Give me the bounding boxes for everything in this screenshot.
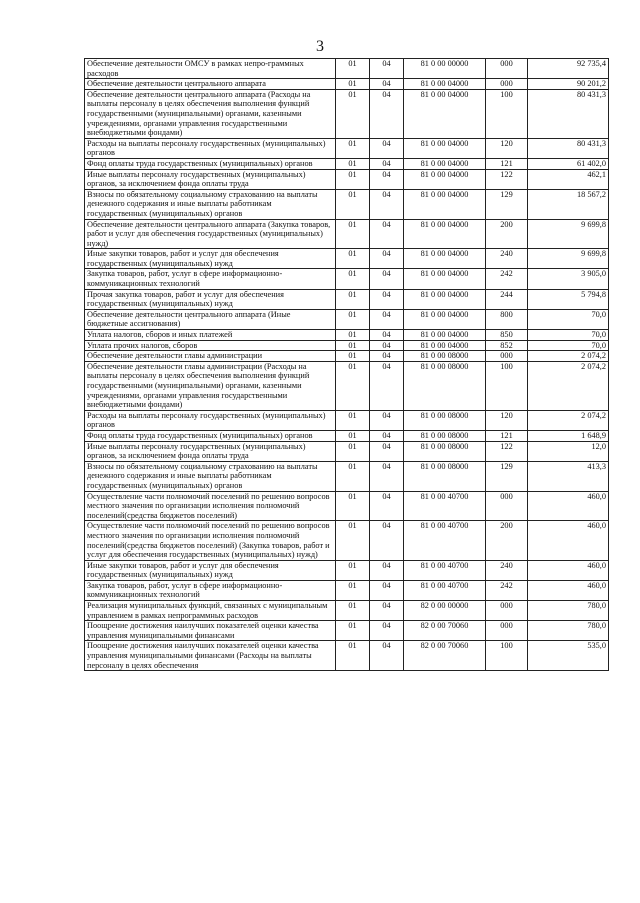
- row-expense-type: 242: [486, 580, 528, 600]
- row-expense-type: 852: [486, 340, 528, 351]
- row-target-article: 81 0 00 04000: [404, 269, 486, 289]
- row-section: 01: [336, 430, 370, 441]
- table-row: [85, 219, 609, 249]
- row-name: Расходы на выплаты персоналу государственных (муниципальных) органов: [85, 138, 336, 158]
- row-expense-type: 120: [486, 410, 528, 430]
- row-section: 01: [336, 580, 370, 600]
- row-amount: 2 074,2: [528, 351, 609, 362]
- row-subsection: 04: [370, 340, 404, 351]
- row-subsection: 04: [370, 560, 404, 580]
- row-amount: 9 699,8: [528, 249, 609, 269]
- row-section: 01: [336, 491, 370, 521]
- row-subsection: 04: [370, 169, 404, 189]
- row-amount: 70,0: [528, 340, 609, 351]
- row-expense-type: 244: [486, 289, 528, 309]
- row-expense-type: 129: [486, 461, 528, 491]
- row-subsection: 04: [370, 189, 404, 219]
- row-section: 01: [336, 79, 370, 90]
- row-expense-type: 800: [486, 309, 528, 329]
- row-expense-type: 242: [486, 269, 528, 289]
- row-amount: 460,0: [528, 491, 609, 521]
- row-name: Закупка товаров, работ, услуг в сфере информационно-коммуникационных технологий: [85, 580, 336, 600]
- table-row: [85, 580, 609, 600]
- row-section: 01: [336, 169, 370, 189]
- table-row: [85, 560, 609, 580]
- row-section: 01: [336, 289, 370, 309]
- table-row: [85, 309, 609, 329]
- row-amount: 535,0: [528, 641, 609, 671]
- budget-table: [84, 58, 609, 671]
- row-name: Взносы по обязательному социальному страхованию на выплаты денежного содержания и иные выплаты работникам государственных (муниципальных) органов: [85, 461, 336, 491]
- row-target-article: 81 0 00 08000: [404, 430, 486, 441]
- row-section: 01: [336, 249, 370, 269]
- row-amount: 80 431,3: [528, 138, 609, 158]
- table-row: [85, 410, 609, 430]
- table-row: [85, 641, 609, 671]
- row-subsection: 04: [370, 441, 404, 461]
- row-name: Фонд оплаты труда государственных (муниципальных) органов: [85, 430, 336, 441]
- row-subsection: 04: [370, 330, 404, 341]
- row-section: 01: [336, 269, 370, 289]
- row-name: Иные закупки товаров, работ и услуг для обеспечения государственных (муниципальных) нужд: [85, 560, 336, 580]
- row-name: Иные выплаты персоналу государственных (муниципальных) органов, за исключением фонда оплаты труда: [85, 441, 336, 461]
- row-section: 01: [336, 309, 370, 329]
- row-target-article: 81 0 00 04000: [404, 79, 486, 90]
- row-target-article: 81 0 00 04000: [404, 330, 486, 341]
- row-expense-type: 240: [486, 560, 528, 580]
- row-amount: 18 567,2: [528, 189, 609, 219]
- row-amount: 460,0: [528, 560, 609, 580]
- row-section: 01: [336, 138, 370, 158]
- row-amount: 3 905,0: [528, 269, 609, 289]
- row-expense-type: 000: [486, 601, 528, 621]
- row-target-article: 81 0 00 04000: [404, 169, 486, 189]
- row-amount: 92 735,4: [528, 59, 609, 79]
- row-name: Обеспечение деятельности главы администрации: [85, 351, 336, 362]
- row-name: Обеспечение деятельности центрального аппарата (Иные бюджетные ассигнования): [85, 309, 336, 329]
- row-target-article: 81 0 00 08000: [404, 361, 486, 410]
- row-amount: 12,0: [528, 441, 609, 461]
- table-row: [85, 340, 609, 351]
- row-subsection: 04: [370, 410, 404, 430]
- row-amount: 2 074,2: [528, 410, 609, 430]
- row-target-article: 81 0 00 40700: [404, 491, 486, 521]
- row-name: Обеспечение деятельности ОМСУ в рамках непро-граммных расходов: [85, 59, 336, 79]
- table-row: [85, 59, 609, 79]
- row-target-article: 82 0 00 70060: [404, 621, 486, 641]
- table-row: [85, 330, 609, 341]
- row-target-article: 81 0 00 08000: [404, 441, 486, 461]
- row-name: Уплата налогов, сборов и иных платежей: [85, 330, 336, 341]
- row-subsection: 04: [370, 580, 404, 600]
- table-row: [85, 189, 609, 219]
- row-expense-type: 121: [486, 430, 528, 441]
- row-subsection: 04: [370, 361, 404, 410]
- row-subsection: 04: [370, 219, 404, 249]
- row-expense-type: 000: [486, 351, 528, 362]
- row-target-article: 81 0 00 40700: [404, 521, 486, 560]
- row-name: Обеспечение деятельности центрального аппарата (Закупка товаров, работ и услуг для обеспечения государственных (муниципальных) нужд): [85, 219, 336, 249]
- row-name: Расходы на выплаты персоналу государственных (муниципальных) органов: [85, 410, 336, 430]
- row-section: 01: [336, 641, 370, 671]
- row-amount: 462,1: [528, 169, 609, 189]
- row-expense-type: 200: [486, 219, 528, 249]
- row-expense-type: 000: [486, 491, 528, 521]
- row-subsection: 04: [370, 351, 404, 362]
- row-expense-type: 850: [486, 330, 528, 341]
- row-name: Закупка товаров, работ, услуг в сфере информационно-коммуникационных технологий: [85, 269, 336, 289]
- table-row: [85, 621, 609, 641]
- row-subsection: 04: [370, 521, 404, 560]
- table-row: [85, 601, 609, 621]
- row-section: 01: [336, 351, 370, 362]
- row-expense-type: 100: [486, 641, 528, 671]
- row-subsection: 04: [370, 89, 404, 138]
- row-target-article: 81 0 00 04000: [404, 249, 486, 269]
- row-subsection: 04: [370, 289, 404, 309]
- row-subsection: 04: [370, 269, 404, 289]
- row-name: Иные закупки товаров, работ и услуг для обеспечения государственных (муниципальных) нужд: [85, 249, 336, 269]
- row-subsection: 04: [370, 430, 404, 441]
- row-amount: 2 074,2: [528, 361, 609, 410]
- row-amount: 780,0: [528, 601, 609, 621]
- row-expense-type: 121: [486, 158, 528, 169]
- row-name: Поощрение достижения наилучших показателей оценки качества управления муниципальными финансами (Расходы на выплаты персоналу в целях обеспечения: [85, 641, 336, 671]
- table-row: [85, 430, 609, 441]
- row-section: 01: [336, 59, 370, 79]
- row-section: 01: [336, 410, 370, 430]
- table-row: [85, 289, 609, 309]
- row-amount: 413,3: [528, 461, 609, 491]
- row-expense-type: 000: [486, 79, 528, 90]
- table-row: [85, 269, 609, 289]
- row-section: 01: [336, 158, 370, 169]
- row-target-article: 81 0 00 08000: [404, 461, 486, 491]
- row-target-article: 81 0 00 04000: [404, 309, 486, 329]
- row-section: 01: [336, 441, 370, 461]
- table-row: [85, 521, 609, 560]
- row-target-article: 81 0 00 00000: [404, 59, 486, 79]
- row-amount: 5 794,8: [528, 289, 609, 309]
- row-expense-type: 129: [486, 189, 528, 219]
- row-amount: 460,0: [528, 580, 609, 600]
- row-section: 01: [336, 89, 370, 138]
- row-expense-type: 122: [486, 441, 528, 461]
- row-target-article: 82 0 00 70060: [404, 641, 486, 671]
- row-name: Взносы по обязательному социальному страхованию на выплаты денежного содержания и иные выплаты работникам государственных (муниципальных) органов: [85, 189, 336, 219]
- row-subsection: 04: [370, 461, 404, 491]
- row-subsection: 04: [370, 641, 404, 671]
- row-subsection: 04: [370, 79, 404, 90]
- row-subsection: 04: [370, 249, 404, 269]
- row-amount: 1 648,9: [528, 430, 609, 441]
- row-target-article: 82 0 00 00000: [404, 601, 486, 621]
- table-row: [85, 79, 609, 90]
- table-row: [85, 361, 609, 410]
- row-target-article: 81 0 00 04000: [404, 89, 486, 138]
- row-target-article: 81 0 00 04000: [404, 289, 486, 309]
- row-target-article: 81 0 00 04000: [404, 340, 486, 351]
- row-expense-type: 120: [486, 138, 528, 158]
- row-target-article: 81 0 00 04000: [404, 138, 486, 158]
- row-amount: 70,0: [528, 330, 609, 341]
- row-expense-type: 000: [486, 59, 528, 79]
- row-amount: 90 201,2: [528, 79, 609, 90]
- row-expense-type: 100: [486, 361, 528, 410]
- row-section: 01: [336, 361, 370, 410]
- row-amount: 70,0: [528, 309, 609, 329]
- row-subsection: 04: [370, 621, 404, 641]
- row-name: Обеспечение деятельности центрального аппарата: [85, 79, 336, 90]
- row-amount: 61 402,0: [528, 158, 609, 169]
- row-target-article: 81 0 00 08000: [404, 351, 486, 362]
- row-subsection: 04: [370, 158, 404, 169]
- table-row: [85, 158, 609, 169]
- row-expense-type: 000: [486, 621, 528, 641]
- table-row: [85, 249, 609, 269]
- row-section: 01: [336, 219, 370, 249]
- row-target-article: 81 0 00 40700: [404, 580, 486, 600]
- row-section: 01: [336, 621, 370, 641]
- table-row: [85, 169, 609, 189]
- row-name: Прочая закупка товаров, работ и услуг для обеспечения государственных (муниципальных) нужд: [85, 289, 336, 309]
- row-subsection: 04: [370, 601, 404, 621]
- row-name: Осуществление части полномочий поселений по решению вопросов местного значения по организации исполнения полномочий поселений(средства бюджетов поселений) (Закупка товаров, работ и услуг для обеспечения государственных (муниципальных) нужд): [85, 521, 336, 560]
- row-name: Иные выплаты персоналу государственных (муниципальных) органов, за исключением фонда оплаты труда: [85, 169, 336, 189]
- table-row: [85, 491, 609, 521]
- row-target-article: 81 0 00 08000: [404, 410, 486, 430]
- page-number: 3: [316, 38, 324, 55]
- row-subsection: 04: [370, 491, 404, 521]
- row-expense-type: 122: [486, 169, 528, 189]
- table-row: [85, 138, 609, 158]
- row-name: Обеспечение деятельности центрального аппарата (Расходы на выплаты персоналу в целях обеспечения выполнения функций государственными (муниципальными) органами, казенными учреждениями, органами управления государственными внебюджетными фондами): [85, 89, 336, 138]
- row-name: Фонд оплаты труда государственных (муниципальных) органов: [85, 158, 336, 169]
- row-target-article: 81 0 00 04000: [404, 158, 486, 169]
- row-name: Поощрение достижения наилучших показателей оценки качества управления муниципальными финансами: [85, 621, 336, 641]
- row-section: 01: [336, 330, 370, 341]
- row-subsection: 04: [370, 138, 404, 158]
- row-expense-type: 200: [486, 521, 528, 560]
- row-section: 01: [336, 560, 370, 580]
- row-name: Уплата прочих налогов, сборов: [85, 340, 336, 351]
- row-section: 01: [336, 461, 370, 491]
- row-section: 01: [336, 601, 370, 621]
- row-subsection: 04: [370, 309, 404, 329]
- row-amount: 780,0: [528, 621, 609, 641]
- row-section: 01: [336, 521, 370, 560]
- row-amount: 9 699,8: [528, 219, 609, 249]
- table-row: [85, 351, 609, 362]
- row-section: 01: [336, 189, 370, 219]
- table-row: [85, 89, 609, 138]
- row-name: Реализация муниципальных функций, связанных с муниципальным управлением в рамках непрограммных расходов: [85, 601, 336, 621]
- budget-table-body: [85, 59, 609, 671]
- table-row: [85, 441, 609, 461]
- row-name: Обеспечение деятельности главы администрации (Расходы на выплаты персоналу в целях обеспечения выполнения функций государственными (муниципальными) органами, казенными учреждениями, органами управления государственными внебюджетными фондами): [85, 361, 336, 410]
- table-row: [85, 461, 609, 491]
- row-target-article: 81 0 00 04000: [404, 189, 486, 219]
- row-name: Осуществление части полномочий поселений по решению вопросов местного значения по организации исполнения полномочий поселений(средства бюджетов поселений): [85, 491, 336, 521]
- row-amount: 460,0: [528, 521, 609, 560]
- row-expense-type: 100: [486, 89, 528, 138]
- row-target-article: 81 0 00 04000: [404, 219, 486, 249]
- row-target-article: 81 0 00 40700: [404, 560, 486, 580]
- row-section: 01: [336, 340, 370, 351]
- row-amount: 80 431,3: [528, 89, 609, 138]
- row-expense-type: 240: [486, 249, 528, 269]
- row-subsection: 04: [370, 59, 404, 79]
